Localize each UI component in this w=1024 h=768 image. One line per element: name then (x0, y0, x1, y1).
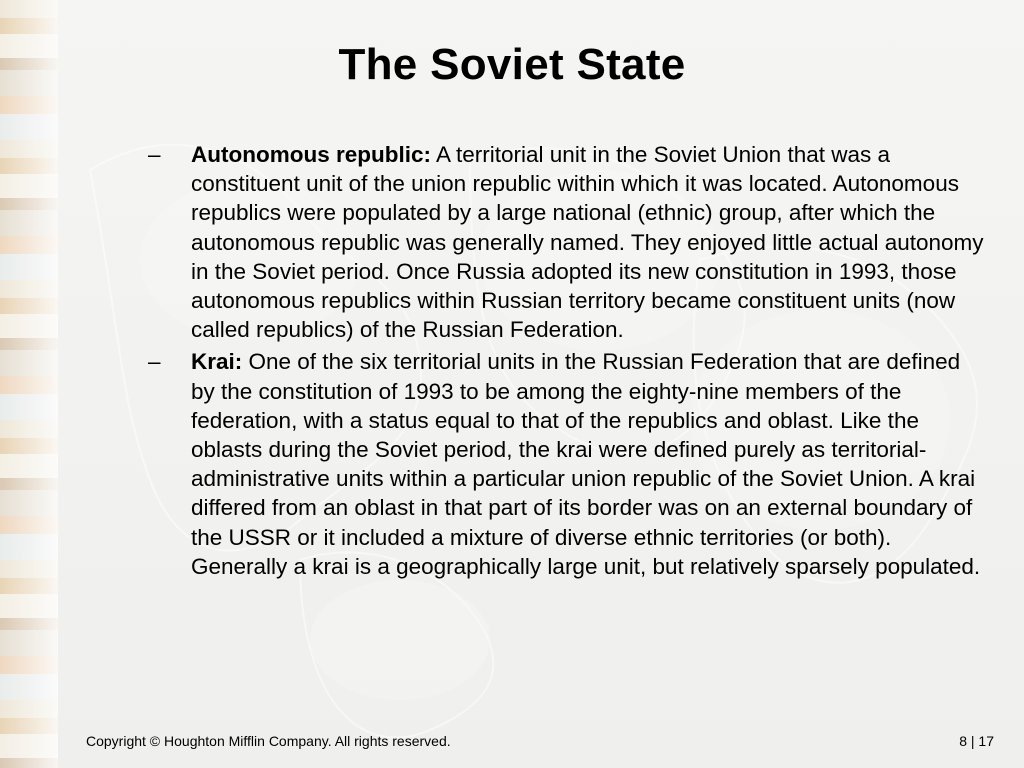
footer-page-number: 8 | 17 (959, 733, 994, 749)
bullet-text: A territorial unit in the Soviet Union that was a constituent unit of the union republic within which it was located. Autonomous republics were populated by a large national (ethnic) group, after which the autonomous republic was generally named. They enjoyed little actual autonomy in the Soviet period. Once Russia adopted its new constitution in 1993, those autonomous republics within Russian territory became constituent units (now called republics) of the Russian Federation. (191, 142, 984, 343)
bullet-krai (128, 347, 988, 581)
bullet-autonomous-republic (128, 140, 988, 344)
slide-content (128, 140, 988, 584)
bullet-marker: – (148, 142, 161, 167)
bullet-term: Krai: (191, 349, 243, 375)
bullet-text: One of the six territorial units in the Russian Federation that are defined by the constitution of 1993 to be among the eighty-nine members of the federation, with a status equal to that of the republics and oblast. Like the oblasts during the Soviet period, the krai were defined purely as territorial-administrative units within a particular union republic of the Soviet Union. A krai differed from an oblast in that part of its border was on an external boundary of the USSR or it included a mixture of diverse ethnic territories (or both). Generally a krai is a geographically large unit, but relatively sparsely populated. (191, 349, 981, 579)
bullet-term: Autonomous republic: (191, 142, 431, 167)
footer-copyright: Copyright © Houghton Mifflin Company. All rights reserved. (86, 733, 451, 749)
slide-title: The Soviet State (338, 40, 686, 89)
bullet-marker: – (148, 349, 161, 375)
